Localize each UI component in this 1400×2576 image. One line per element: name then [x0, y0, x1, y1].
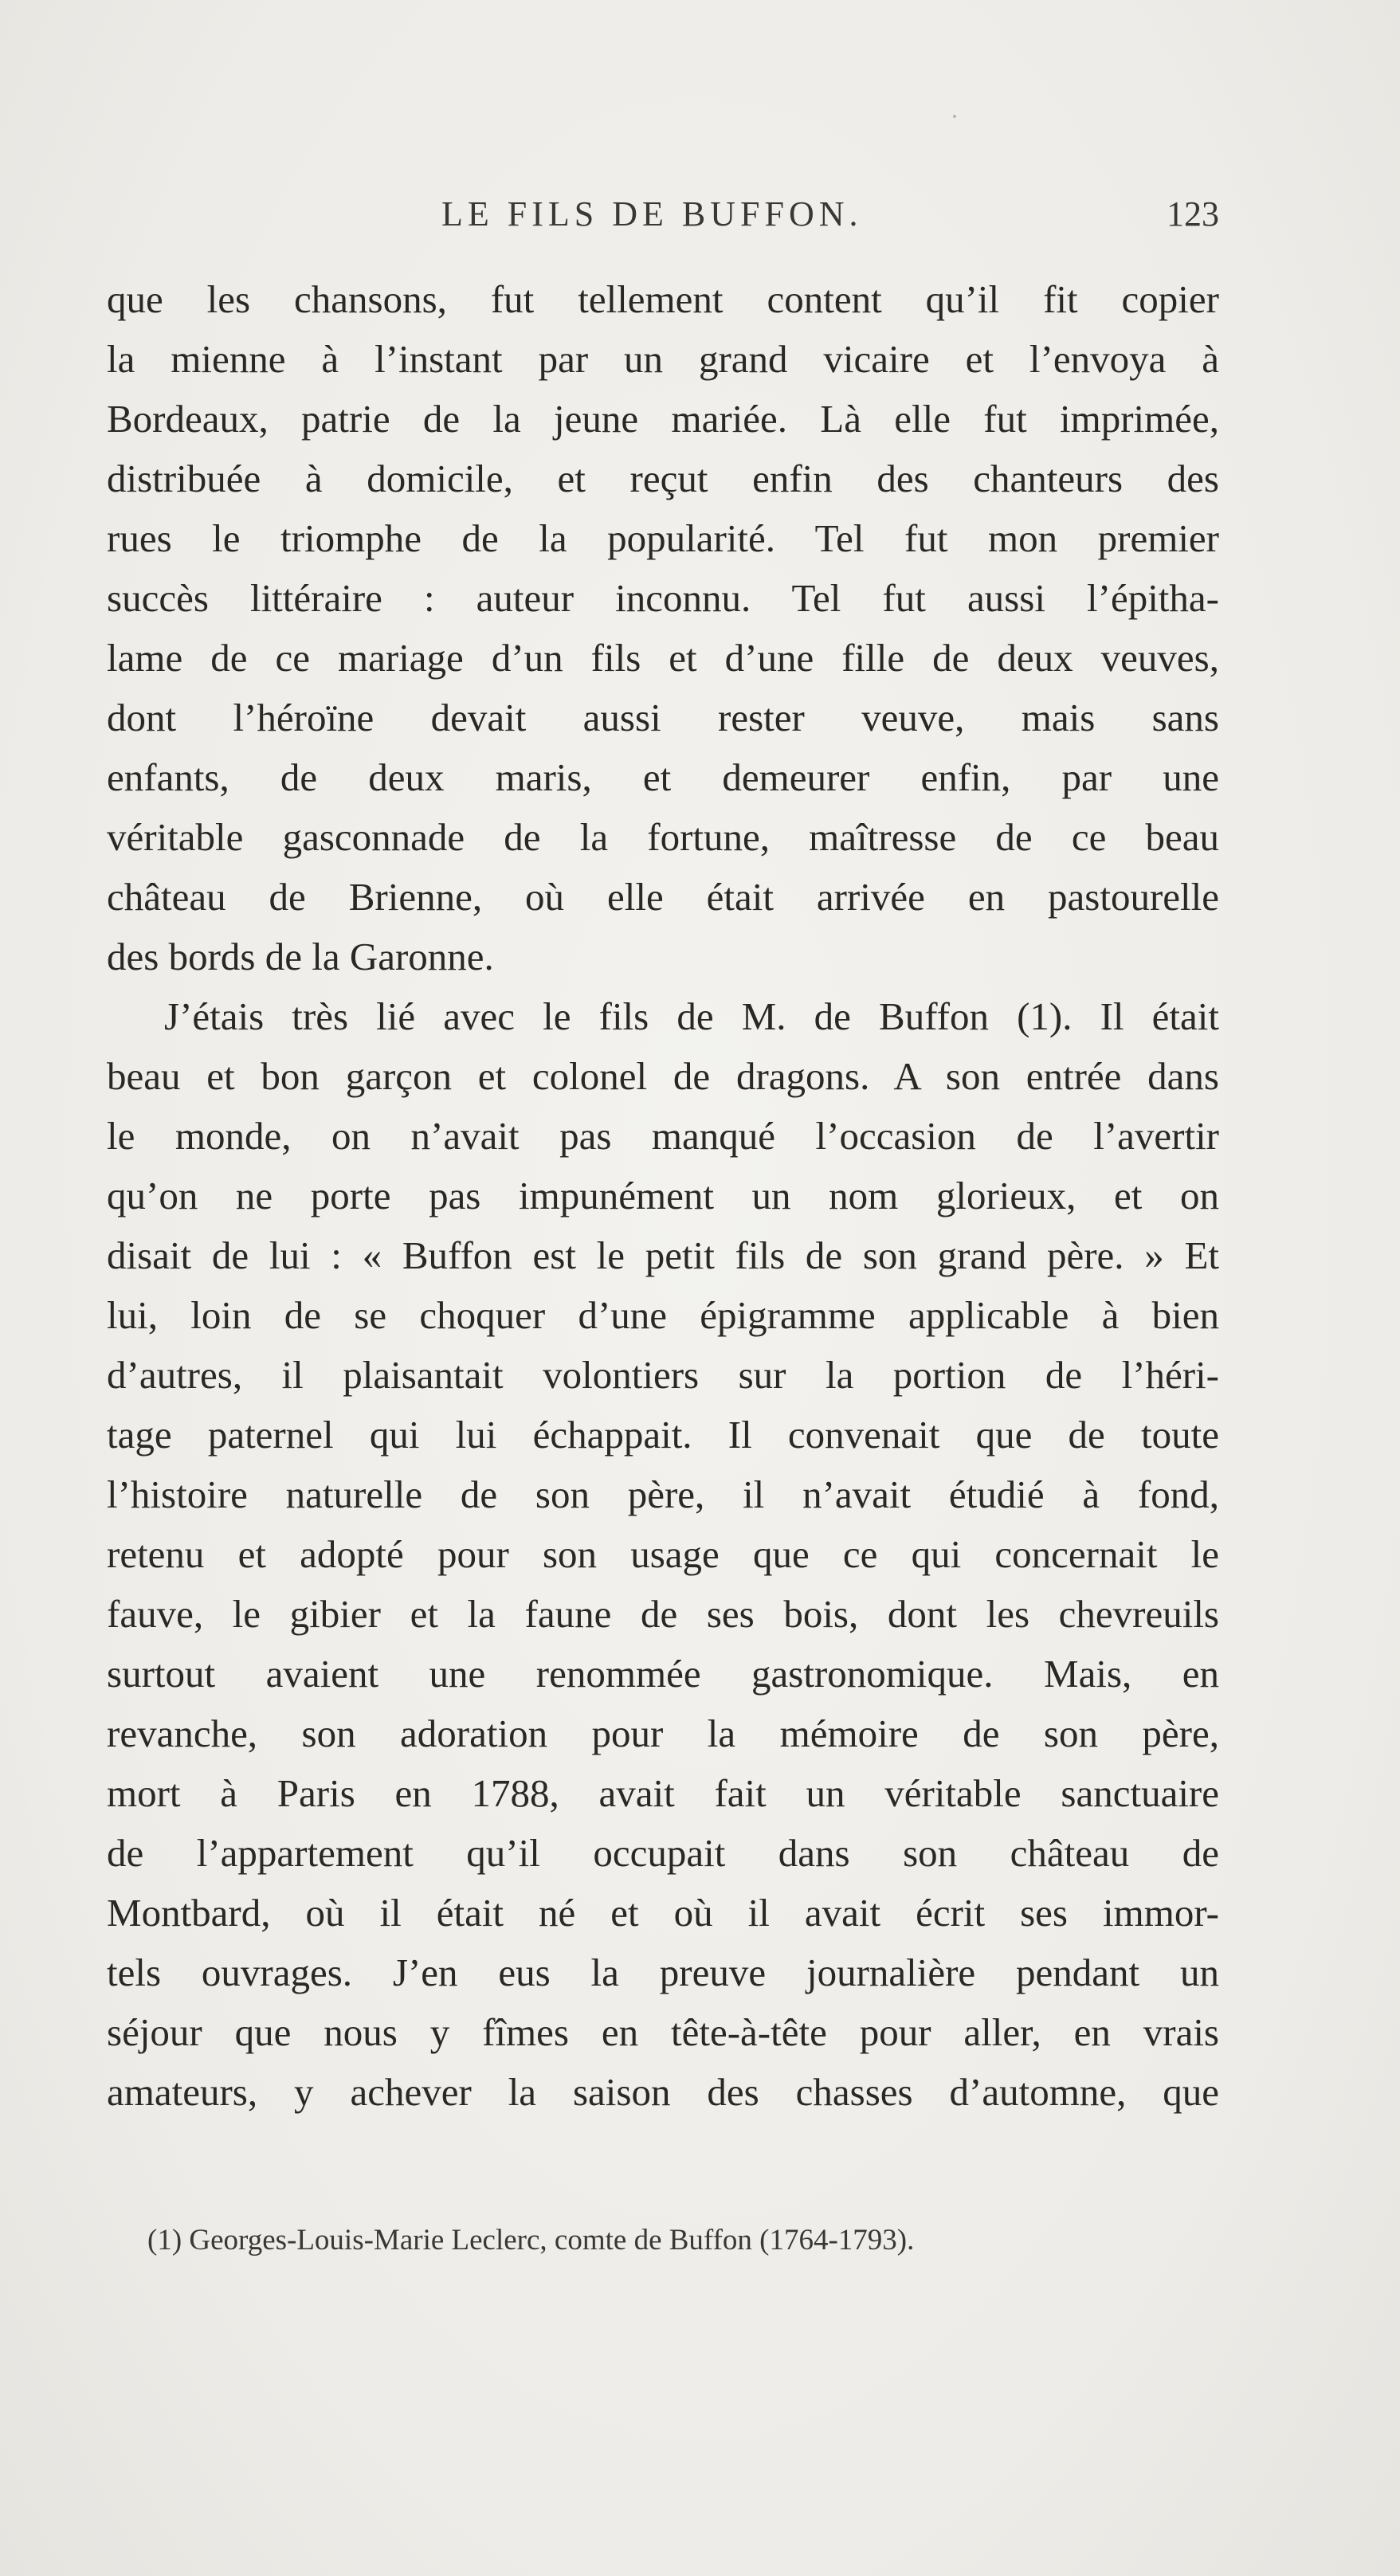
text-line: Montbard, où il était né et où il avait écrit ses immor- [107, 1891, 1219, 1935]
text-line: beau et bon garçon et colonel de dragons. A son entrée dans [107, 1054, 1219, 1098]
text-line: fauve, le gibier et la faune de ses bois, dont les chevreuils [107, 1592, 1219, 1636]
text-line: l’histoire naturelle de son père, il n’avait étudié à fond, [107, 1472, 1219, 1516]
text-line: dont l’héroïne devait aussi rester veuve, mais sans [107, 696, 1219, 739]
text-line: lame de ce mariage d’un fils et d’une fille de deux veuves, [107, 636, 1219, 680]
text-line: distribuée à domicile, et reçut enfin des chanteurs des [107, 457, 1219, 500]
text-line: des bords de la Garonne. [107, 935, 494, 978]
text-line: véritable gasconnade de la fortune, maîtresse de ce beau [107, 815, 1219, 859]
text-line: enfants, de deux maris, et demeurer enfin, par une [107, 755, 1219, 799]
text-line: le monde, on n’avait pas manqué l’occasion de l’avertir [107, 1114, 1219, 1158]
text-line: lui, loin de se choquer d’une épigramme applicable à bien [107, 1293, 1219, 1337]
text-line: rues le triomphe de la popularité. Tel fut mon premier [107, 516, 1219, 560]
text-line: séjour que nous y fîmes en tête-à-tête pour aller, en vrais [107, 2010, 1219, 2054]
page-number: 123 [1167, 194, 1219, 233]
text-line: Bordeaux, patrie de la jeune mariée. Là elle fut imprimée, [107, 397, 1219, 441]
running-head [107, 194, 1219, 241]
text-line: retenu et adopté pour son usage que ce qui concernait le [107, 1532, 1219, 1576]
text-line: revanche, son adoration pour la mémoire de son père, [107, 1711, 1219, 1755]
text-line: qu’on ne porte pas impunément un nom glorieux, et on [107, 1174, 1219, 1217]
text-line: tage paternel qui lui échappait. Il convenait que de toute [107, 1413, 1219, 1457]
paragraph-2 [107, 986, 1219, 2122]
text-line: mort à Paris en 1788, avait fait un véritable sanctuaire [107, 1771, 1219, 1815]
text-line: que les chansons, fut tellement content qu’il fit copier [107, 277, 1219, 321]
text-line: la mienne à l’instant par un grand vicaire et l’envoya à [107, 337, 1219, 381]
text-line: surtout avaient une renommée gastronomique. Mais, en [107, 1652, 1219, 1696]
running-title: LE FILS DE BUFFON. [441, 194, 863, 233]
footnote: (1) Georges-Louis-Marie Leclerc, comte de Buffon (1764-1793). [147, 2224, 915, 2256]
text-line: d’autres, il plaisantait volontiers sur la portion de l’héri- [107, 1353, 1219, 1397]
paper-speck [953, 115, 956, 118]
text-line: disait de lui : « Buffon est le petit fils de son grand père. » Et [107, 1233, 1219, 1277]
paragraph-1 [107, 269, 1219, 986]
text-line: amateurs, y achever la saison des chasses d’automne, que [107, 2070, 1219, 2114]
text-line: de l’appartement qu’il occupait dans son château de [107, 1831, 1219, 1875]
body-text [107, 269, 1219, 2122]
text-line: succès littéraire : auteur inconnu. Tel fut aussi l’épitha- [107, 576, 1219, 620]
text-line: J’étais très lié avec le fils de M. de Buffon (1). Il était [164, 994, 1219, 1038]
text-line: château de Brienne, où elle était arrivée en pastourelle [107, 875, 1219, 919]
text-line: tels ouvrages. J’en eus la preuve journalière pendant un [107, 1951, 1219, 1994]
